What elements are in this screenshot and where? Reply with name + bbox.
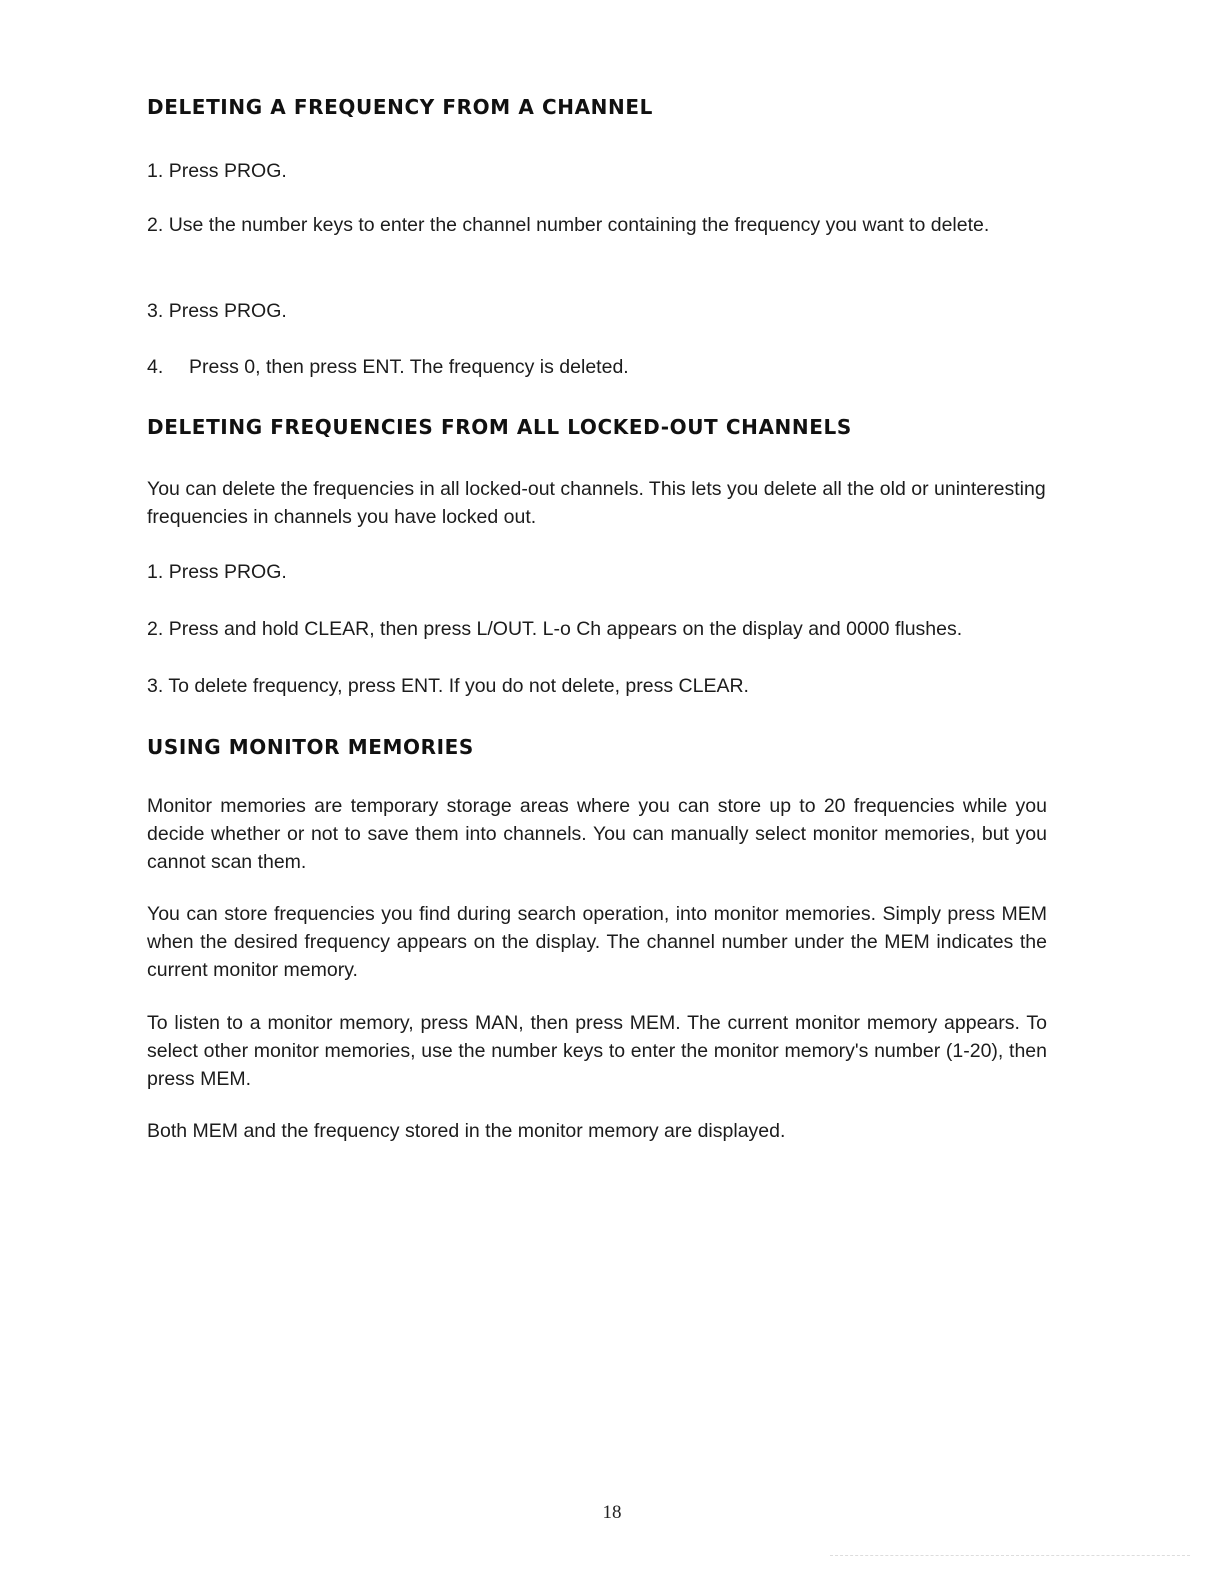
scan-artifact-divider bbox=[830, 1555, 1190, 1560]
step-text: Press PROG. bbox=[168, 160, 287, 182]
section-heading-monitor-memories: USING MONITOR MEMORIES bbox=[147, 735, 474, 759]
step-2-enter-channel bbox=[147, 211, 1047, 239]
section-heading-delete-frequency: DELETING A FREQUENCY FROM A CHANNEL bbox=[147, 95, 653, 119]
step-text: Press and hold CLEAR, then press L/OUT. L-o Ch appears on the display and 0000 flushes. bbox=[168, 618, 963, 640]
monitor-memories-paragraph-3: To listen to a monitor memory, press MAN, then press MEM. The current monitor memory appears. To select other monitor memories, use the number keys to enter the monitor memory's number (1-20), then press MEM. bbox=[147, 1012, 1047, 1090]
step-number: 1. bbox=[147, 561, 164, 583]
locked-out-step-2 bbox=[147, 615, 1047, 643]
locked-out-step-1 bbox=[147, 558, 1047, 586]
step-number: 2. bbox=[147, 214, 164, 236]
monitor-memories-paragraph-2: You can store frequencies you find during search operation, into monitor memories. Simply press MEM when the desired frequency appears on the display. The channel number under the MEM indicates the current monitor memory. bbox=[147, 903, 1047, 981]
step-1-press-prog bbox=[147, 157, 1047, 185]
step-number: 1. bbox=[147, 160, 164, 182]
step-text: Press PROG. bbox=[168, 300, 287, 322]
step-text: Use the number keys to enter the channel number containing the frequency you want to delete. bbox=[168, 214, 990, 236]
step-text: Press 0, then press ENT. The frequency is deleted. bbox=[189, 356, 629, 378]
page-number: 18 bbox=[602, 1502, 622, 1523]
step-3-press-prog bbox=[147, 297, 1047, 325]
locked-out-step-3 bbox=[147, 672, 1047, 700]
step-text: Press PROG. bbox=[168, 561, 287, 583]
step-text: To delete frequency, press ENT. If you do not delete, press CLEAR. bbox=[168, 675, 749, 697]
section-heading-delete-locked-out: DELETING FREQUENCIES FROM ALL LOCKED-OUT CHANNELS bbox=[147, 415, 852, 439]
step-number: 3. bbox=[147, 675, 164, 697]
monitor-memories-paragraph-1: Monitor memories are temporary storage areas where you can store up to 20 frequencies while you decide whether or not to save them into channels. You can manually select monitor memories, but you cannot scan them. bbox=[147, 795, 1047, 873]
step-number: 2. bbox=[147, 618, 164, 640]
monitor-memories-paragraph-4: Both MEM and the frequency stored in the monitor memory are displayed. bbox=[147, 1120, 786, 1142]
step-4-press-ent bbox=[147, 353, 1047, 381]
locked-out-intro: You can delete the frequencies in all locked-out channels. This lets you delete all the old or uninteresting frequencies in channels you have locked out. bbox=[147, 478, 1046, 528]
step-number: 3. bbox=[147, 300, 164, 322]
step-number: 4. bbox=[147, 356, 164, 378]
